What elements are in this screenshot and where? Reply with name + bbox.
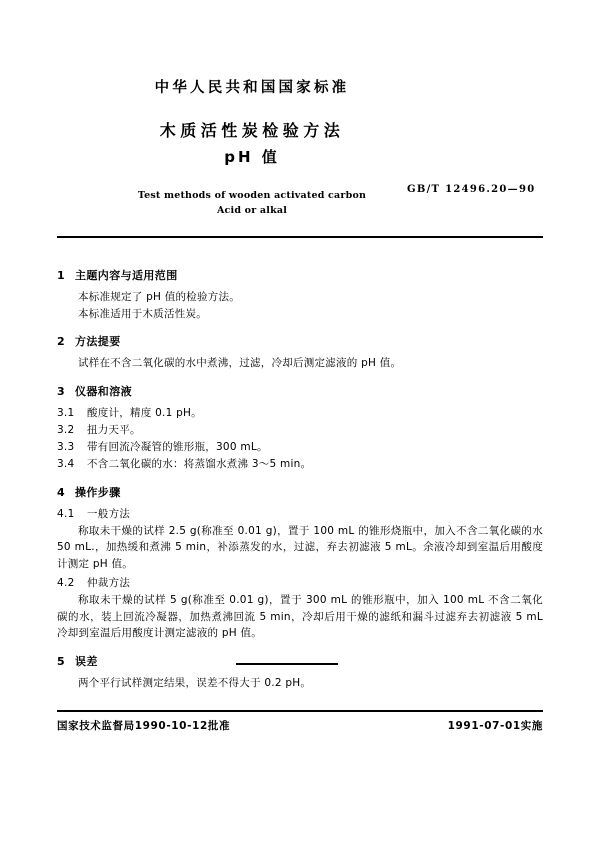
section-1-paragraph-1: 本标准规定了 pH 值的检验方法。 <box>78 291 240 303</box>
english-title-line-1: Test methods of wooden activated carbon <box>137 190 367 201</box>
section-4-number: 4 <box>57 485 66 499</box>
english-title <box>77 188 427 218</box>
section-3-heading <box>57 383 543 400</box>
section-1-heading <box>57 267 543 284</box>
english-title-line-2: Acid or alkal <box>216 205 288 216</box>
section-3-item-3-number: 3.3 <box>57 440 75 453</box>
document-body <box>57 256 543 691</box>
section-3-item-1-text: 酸度计，精度 0.1 pH。 <box>87 406 202 419</box>
section-3-item-4 <box>57 456 543 473</box>
footer-divider-rule <box>57 710 543 712</box>
section-3-item-1-number: 3.1 <box>57 406 75 419</box>
section-3-item-2 <box>57 422 543 439</box>
section-5-title: 误差 <box>75 654 98 668</box>
section-2 <box>57 333 543 372</box>
section-5-heading <box>57 653 543 670</box>
section-1 <box>57 267 543 322</box>
issuing-nation-title: 中华人民共和国国家标准 <box>154 80 350 96</box>
section-2-heading <box>57 333 543 350</box>
section-3 <box>57 383 543 473</box>
section-3-item-2-number: 3.2 <box>57 423 75 436</box>
section-2-number: 2 <box>57 335 66 348</box>
header-divider-rule <box>57 236 543 238</box>
section-3-item-1 <box>57 405 543 422</box>
section-4-2-title: 仲裁方法 <box>87 577 131 589</box>
section-3-item-3-text: 带有回流冷凝管的锥形瓶，300 mL。 <box>87 440 268 453</box>
section-5-number: 5 <box>57 654 66 668</box>
section-4-title: 操作步骤 <box>75 485 121 499</box>
section-5-paragraph-1: 两个平行试样测定结果，误差不得大于 0.2 pH。 <box>78 676 312 689</box>
section-1-number: 1 <box>57 269 66 282</box>
document-masthead <box>57 78 543 218</box>
section-3-item-4-number: 3.4 <box>57 457 75 470</box>
section-3-number: 3 <box>57 384 66 398</box>
section-3-item-2-text: 扭力天平。 <box>87 423 141 436</box>
section-4-1-title: 一般方法 <box>87 507 131 520</box>
document-subtitle: pH 值 <box>224 148 280 166</box>
document-footer <box>57 718 543 736</box>
section-2-paragraph-1: 试样在不含二氧化碳的水中煮沸，过滤，冷却后测定滤液的 pH 值。 <box>78 357 402 369</box>
section-1-paragraph-2: 本标准适用于木质活性炭。 <box>78 307 207 320</box>
section-4-1-number: 4.1 <box>57 507 75 520</box>
section-4-1-paragraph: 称取未干燥的试样 2.5 g(称准至 0.01 g)，置于 100 mL 的锥形烧瓶中，加入不含二氧化碳的水 50 mL.，加热缓和煮沸 5 min，补添蒸发的水，过滤，弃去初滤液 5 mL。余液冷却到室温后用酸度计测定 pH 值。 <box>57 524 543 570</box>
section-4 <box>57 484 543 642</box>
section-3-item-3 <box>57 439 543 456</box>
section-4-heading <box>57 484 543 501</box>
implementation-date: 1991-07-01实施 <box>447 720 543 732</box>
end-of-text-divider <box>236 663 338 665</box>
section-4-2-paragraph: 称取未干燥的试样 5 g(称准至 0.01 g)，置于 300 mL 的锥形瓶中，加入 100 mL 不含二氧化碳的水，装上回流冷凝器，加热煮沸回流 5 min，冷却后用干燥的滤纸和漏斗过滤弃去初滤液 5 mL 冷却到室温后用酸度计测定滤液的 pH 值。 <box>57 594 543 639</box>
section-2-title: 方法提要 <box>75 335 121 348</box>
approval-statement: 国家技术监督局1990-10-12批准 <box>57 720 231 732</box>
document-title: 木质活性炭检验方法 <box>159 121 345 140</box>
section-4-2-heading <box>57 575 543 592</box>
section-1-title: 主题内容与适用范围 <box>75 269 178 282</box>
section-4-2-number: 4.2 <box>57 577 75 589</box>
section-4-1-heading <box>57 506 543 523</box>
title-block <box>77 120 536 195</box>
standard-code: GB/T 12496.20—90 <box>407 184 536 195</box>
section-5 <box>57 653 543 692</box>
section-3-title: 仪器和溶液 <box>75 384 132 398</box>
section-3-item-4-text: 不含二氧化碳的水：将蒸馏水煮沸 3～5 min。 <box>87 457 312 470</box>
